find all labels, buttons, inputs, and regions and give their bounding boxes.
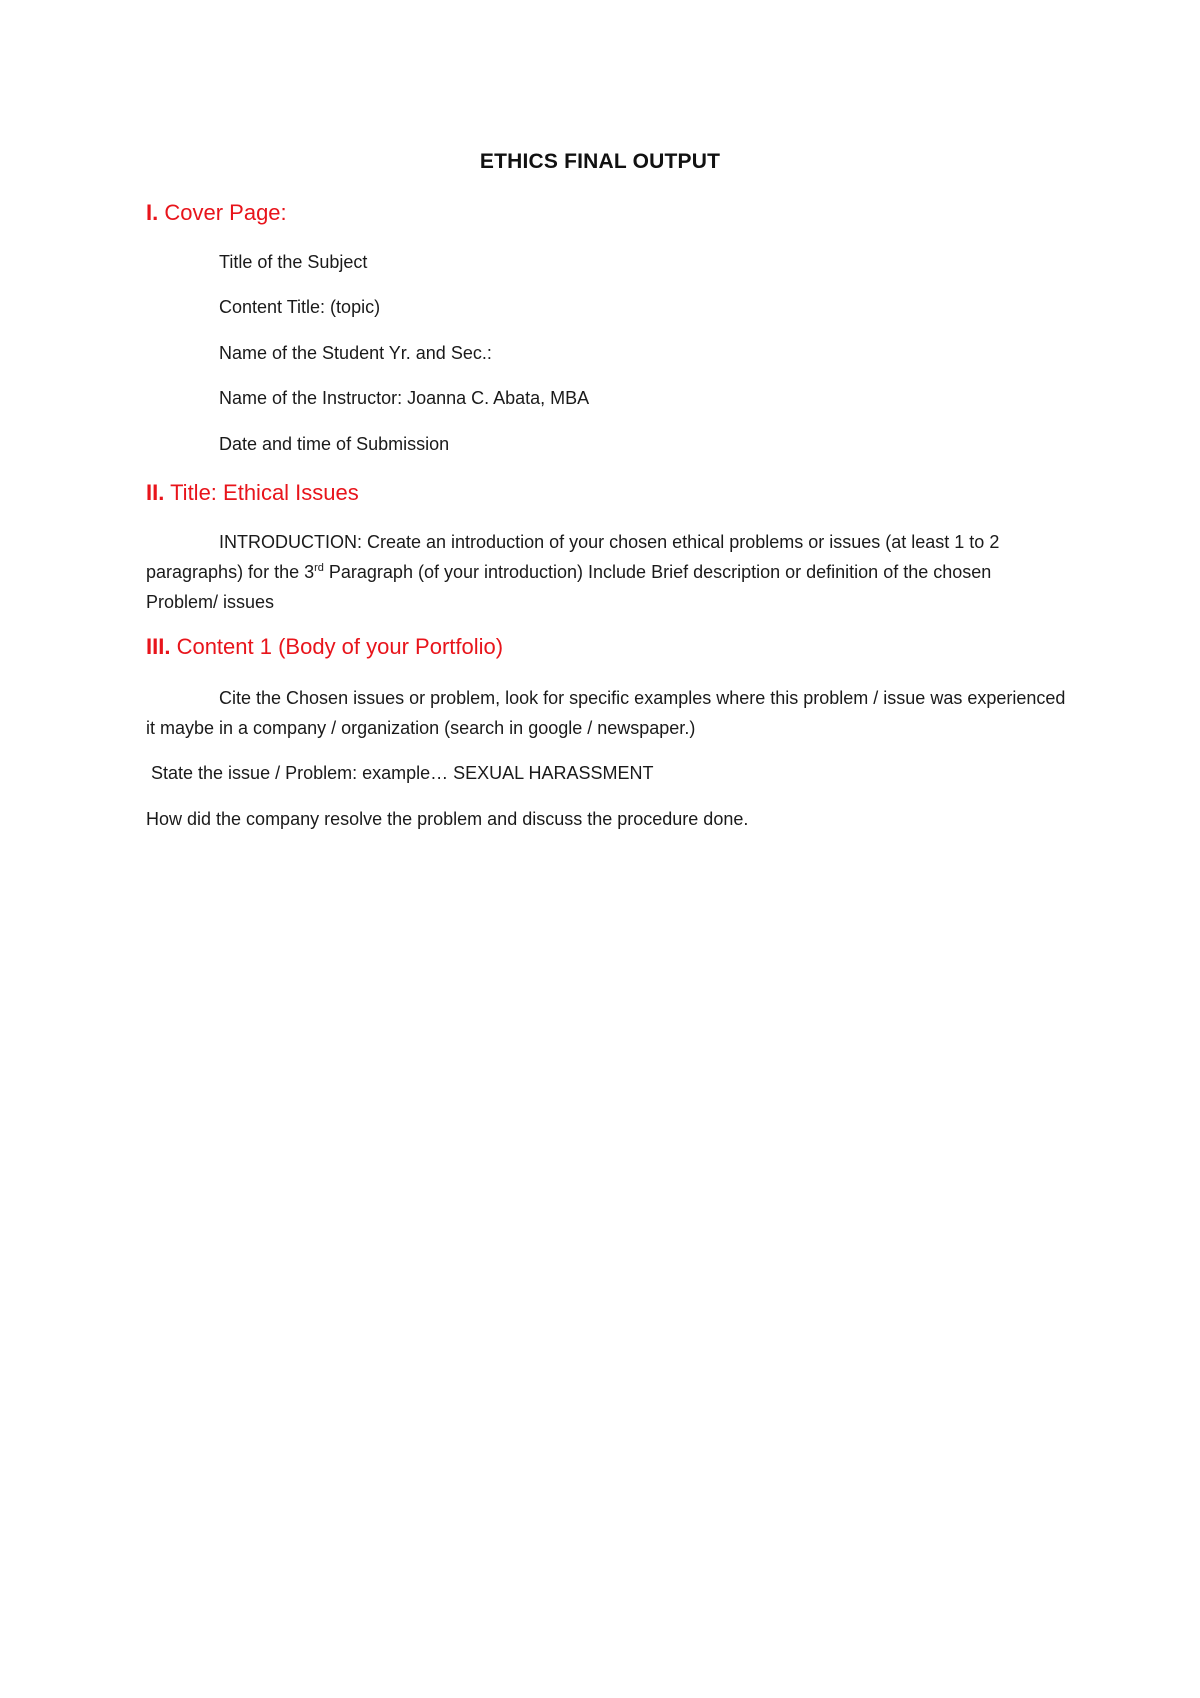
content-paragraph-state-issue: State the issue / Problem: example… SEXUAL HARASSMENT bbox=[146, 763, 654, 783]
section-number: III. bbox=[146, 634, 171, 659]
cover-item-submission-date: Date and time of Submission bbox=[219, 434, 450, 454]
introduction-superscript: rd bbox=[314, 562, 324, 574]
introduction-text-part2: Paragraph (of your introduction) Include Brief description or definition of the chosen Problem/ issues bbox=[146, 562, 992, 612]
cover-item-subject-title: Title of the Subject bbox=[219, 252, 368, 272]
document-title: ETHICS FINAL OUTPUT bbox=[479, 150, 721, 173]
section-heading-ethical-issues bbox=[146, 480, 359, 506]
introduction-paragraph bbox=[146, 527, 1066, 617]
section-heading-text: Title: Ethical Issues bbox=[170, 480, 359, 505]
cover-item-instructor-name: Name of the Instructor: Joanna C. Abata, MBA bbox=[219, 388, 590, 408]
content-paragraph-resolution: How did the company resolve the problem and discuss the procedure done. bbox=[146, 809, 749, 829]
section-number: II. bbox=[146, 480, 165, 505]
section-heading-cover-page bbox=[146, 200, 287, 226]
introduction-text-part1: INTRODUCTION: Create an introduction of your chosen ethical problems or issues (at least 1 to 2 paragraphs) for the 3 bbox=[146, 532, 1000, 582]
section-heading-content-1 bbox=[146, 634, 503, 660]
content-paragraph-cite bbox=[146, 683, 1066, 743]
cover-item-content-title: Content Title: (topic) bbox=[219, 297, 381, 317]
section-heading-text: Content 1 (Body of your Portfolio) bbox=[176, 634, 504, 659]
cover-item-student-name: Name of the Student Yr. and Sec.: bbox=[219, 343, 492, 363]
section-heading-text: Cover Page: bbox=[164, 200, 287, 225]
section-number: I. bbox=[146, 200, 159, 225]
content-paragraph-cite-text: Cite the Chosen issues or problem, look for specific examples where this problem / issue was experienced it maybe in a company / organization (search in google / newspaper.) bbox=[146, 688, 1066, 738]
